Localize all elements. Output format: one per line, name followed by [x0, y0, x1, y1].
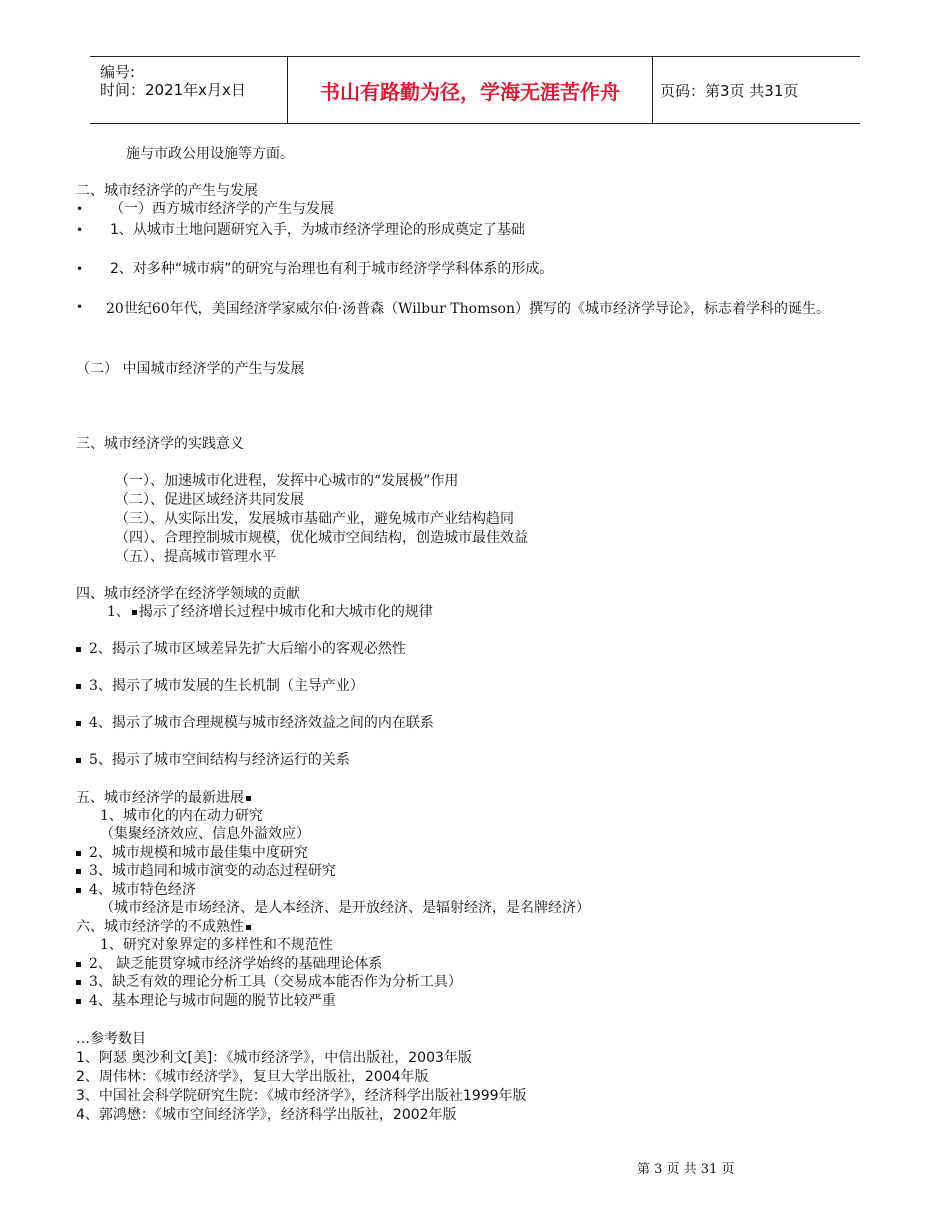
square-bullet-icon [246, 796, 251, 801]
page-footer: 第 3 页 共 31 页 [637, 1162, 735, 1177]
list-item-note: （城市经济是市场经济、是人本经济、是开放经济、是辐射经济，是名牌经济） [100, 900, 590, 916]
header-page-label: 页码：第3页 共31页 [660, 81, 799, 100]
list-item-note: （集聚经济效应、信息外溢效应） [100, 826, 310, 842]
square-bullet-icon [76, 962, 81, 967]
list-item [76, 677, 364, 695]
square-bullet-icon [76, 684, 81, 689]
reference-item: 1、阿瑟 奥沙利文[美]：《城市经济学》，中信出版社，2003年版 [76, 1050, 472, 1066]
list-item: 1、研究对象界定的多样性和不规范性 [100, 937, 333, 953]
bullet-text: （一）西方城市经济学的产生与发展 [110, 201, 334, 217]
square-bullet-icon [76, 851, 81, 856]
list-item-text: 2、城市规模和城市最佳集中度研究 [89, 845, 308, 861]
list-item-text: 4、城市特色经济 [89, 882, 196, 898]
list-item-text: 3、揭示了城市发展的生长机制（主导产业） [89, 678, 364, 694]
square-bullet-icon [76, 888, 81, 893]
square-bullet-icon [76, 721, 81, 726]
list-item [76, 955, 382, 973]
list-item-text: 5、揭示了城市空间结构与经济运行的关系 [89, 752, 350, 768]
reference-item: 2、周伟林：《城市经济学》，复旦大学出版社，2004年版 [76, 1069, 429, 1085]
list-item-text: 4、基本理论与城市问题的脱节比较严重 [89, 993, 336, 1009]
section-heading: 三、城市经济学的实践意义 [76, 436, 244, 452]
list-item: （五）、提高城市管理水平 [115, 549, 276, 565]
bullet-dot: • [76, 202, 84, 216]
reference-item: 4、郭鸿懋：《城市空间经济学》，经济科学出版社，2002年版 [76, 1107, 457, 1123]
square-bullet-icon [76, 869, 81, 874]
references-heading: …参考数目 [76, 1031, 146, 1047]
list-item: （三）、从实际出发，发展城市基础产业，避免城市产业结构趋同 [115, 511, 514, 527]
header-time-label: 时间：2021年x月x日 [100, 81, 246, 99]
text-line: 施与市政公用设施等方面。 [126, 146, 294, 162]
list-item: （四）、合理控制城市规模，优化城市空间结构，创造城市最佳效益 [115, 530, 528, 546]
list-item [76, 862, 336, 880]
list-item: 1、城市化的内在动力研究 [100, 808, 263, 824]
header-meta-cell [90, 57, 287, 123]
section-heading-text: 六、城市经济学的不成熟性 [76, 919, 244, 935]
bullet-dot: • [76, 262, 84, 276]
list-item-text: 2、 缺乏能贯穿城市经济学始终的基础理论体系 [89, 956, 383, 972]
list-item-number: 1、 [107, 604, 130, 620]
square-bullet-icon [76, 647, 81, 652]
square-bullet-icon [76, 758, 81, 763]
list-item-text: 4、揭示了城市合理规模与城市经济效益之间的内在联系 [89, 715, 434, 731]
list-item [76, 973, 462, 991]
list-item-text: 揭示了经济增长过程中城市化和大城市化的规律 [138, 604, 433, 620]
page-header-table [90, 56, 860, 124]
bullet-dot: • [76, 300, 84, 314]
list-item [76, 640, 406, 658]
header-number-label: 编号: [100, 63, 136, 81]
section-heading: 四、城市经济学在经济学领域的贡献 [76, 586, 300, 602]
subsection-heading: （二） 中国城市经济学的产生与发展 [76, 361, 305, 377]
bullet-dot: • [76, 223, 84, 237]
list-item-text: 3、城市趋同和城市演变的动态过程研究 [89, 863, 336, 879]
list-item [76, 881, 196, 899]
list-item [76, 714, 434, 732]
list-item [76, 844, 308, 862]
bullet-text: 1、从城市土地问题研究入手，为城市经济学理论的形成奠定了基础 [110, 222, 525, 238]
reference-item: 3、中国社会科学院研究生院：《城市经济学》，经济科学出版社1999年版 [76, 1088, 527, 1104]
list-item-text: 3、缺乏有效的理论分析工具（交易成本能否作为分析工具） [89, 974, 462, 990]
list-item [76, 751, 350, 769]
list-item: （一）、加速城市化进程，发挥中心城市的“发展极”作用 [115, 473, 459, 489]
section-heading [76, 918, 253, 936]
square-bullet-icon [76, 980, 81, 985]
section-heading-text: 五、城市经济学的最新进展 [76, 790, 244, 806]
list-item [107, 603, 433, 621]
list-item [76, 992, 336, 1010]
bullet-text: 20世纪60年代，美国经济学家威尔伯·汤普森（Wilbur Thomson）撰写的《城市经济学导论》，标志着学科的诞生。 [106, 301, 830, 317]
list-item-text: 2、揭示了城市区域差异先扩大后缩小的客观必然性 [89, 641, 406, 657]
bullet-text: 2、对多种“城市病”的研究与治理也有利于城市经济学学科体系的形成。 [110, 261, 554, 277]
square-bullet-icon [246, 925, 251, 930]
square-bullet-icon [76, 999, 81, 1004]
section-heading [76, 789, 253, 807]
square-bullet-icon [132, 610, 137, 615]
list-item: （二）、促进区域经济共同发展 [115, 492, 304, 508]
header-motto: 书山有路勤为径，学海无涯苦作舟 [287, 57, 653, 123]
section-heading: 二、城市经济学的产生与发展 [76, 183, 258, 199]
